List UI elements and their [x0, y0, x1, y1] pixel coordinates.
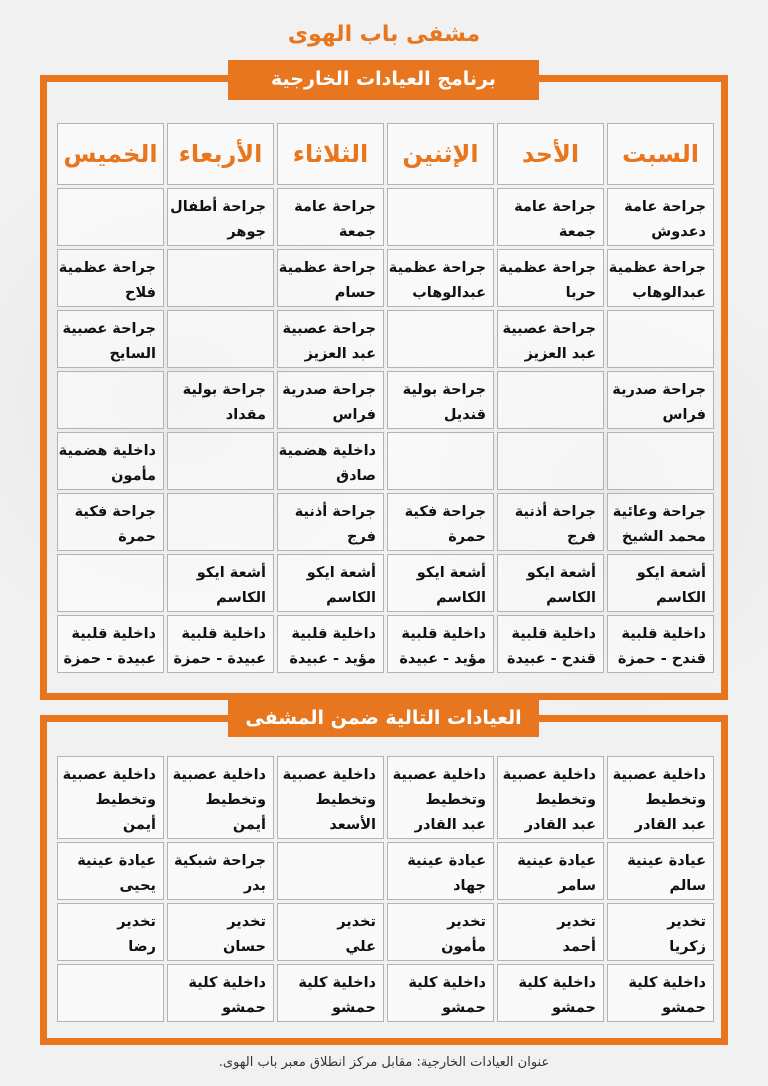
- schedule-row: [57, 310, 714, 368]
- clinic-specialty: داخلية قلبية: [621, 626, 706, 642]
- clinic-cell: [57, 842, 164, 900]
- doctor-name: جهاد: [453, 878, 486, 894]
- clinic-cell: [57, 493, 164, 551]
- empty-cell: [57, 371, 164, 429]
- clinic-specialty: عيادة عينية: [517, 853, 596, 869]
- clinic-specialty: داخلية قلبية: [511, 626, 596, 642]
- clinic-specialty: جراحة عامة: [514, 199, 596, 215]
- doctor-name: جمعة: [338, 224, 376, 240]
- clinic-cell: [57, 310, 164, 368]
- clinic-specialty: داخلية عصبية: [502, 767, 596, 783]
- doctor-name: فرج: [347, 529, 376, 545]
- clinic-specialty: جراحة عظمية: [498, 260, 596, 276]
- clinic-cell: [277, 371, 384, 429]
- doctor-name: حمرة: [448, 529, 486, 545]
- doctor-name: وتخطيط: [95, 792, 156, 808]
- doctor-name: فلاح: [125, 285, 156, 301]
- clinic-cell: [607, 371, 714, 429]
- doctor-name: حمرة: [118, 529, 156, 545]
- clinic-cell: [387, 964, 494, 1022]
- clinic-specialty: داخلية كلية: [298, 975, 376, 991]
- doctor-name: عبد العزيز: [304, 346, 376, 362]
- clinic-cell: [387, 756, 494, 839]
- empty-cell: [607, 310, 714, 368]
- clinic-cell: [57, 249, 164, 307]
- clinic-specialty: داخلية كلية: [188, 975, 266, 991]
- clinic-cell: [387, 554, 494, 612]
- clinic-specialty: داخلية قلبية: [181, 626, 266, 642]
- clinic-specialty: جراحة عصبية: [62, 321, 156, 337]
- empty-cell: [167, 310, 274, 368]
- outpatient-schedule-table: [54, 120, 717, 676]
- empty-cell: [277, 842, 384, 900]
- doctor-name: زكريا: [669, 939, 706, 955]
- doctor-name: وتخطيط: [425, 792, 486, 808]
- doctor-name: سامر: [558, 878, 596, 894]
- doctor-name: السايح: [109, 346, 156, 362]
- clinic-cell: [607, 554, 714, 612]
- clinic-cell: [607, 756, 714, 839]
- clinic-specialty: جراحة بولية: [402, 382, 486, 398]
- schedule-row: [57, 615, 714, 673]
- clinic-specialty: داخلية قلبية: [401, 626, 486, 642]
- empty-cell: [167, 432, 274, 490]
- clinic-cell: [387, 615, 494, 673]
- schedule-row: [57, 903, 714, 961]
- doctor-name: عبيدة - حمزة: [63, 651, 156, 667]
- clinic-specialty: داخلية عصبية: [172, 767, 266, 783]
- clinic-specialty: جراحة عظمية: [388, 260, 486, 276]
- clinic-specialty: أشعة ايكو: [416, 565, 486, 581]
- clinic-cell: [607, 964, 714, 1022]
- empty-cell: [57, 554, 164, 612]
- clinic-cell: [497, 903, 604, 961]
- clinic-cell: [607, 188, 714, 246]
- clinic-specialty: أشعة ايكو: [636, 565, 706, 581]
- day-header: الإثنين: [387, 123, 494, 185]
- schedule-row: [57, 371, 714, 429]
- doctor-name: جمعة: [558, 224, 596, 240]
- clinic-specialty: داخلية كلية: [518, 975, 596, 991]
- clinic-cell: [387, 371, 494, 429]
- clinic-cell: [277, 903, 384, 961]
- doctor-name: مؤيد - عبيدة: [289, 651, 376, 667]
- clinic-specialty: جراحة عامة: [294, 199, 376, 215]
- clinic-specialty: تخدير: [337, 914, 376, 930]
- clinic-specialty: تخدير: [447, 914, 486, 930]
- doctor-name: أيمن: [122, 817, 156, 833]
- clinic-cell: [167, 903, 274, 961]
- clinic-specialty: عيادة عينية: [407, 853, 486, 869]
- clinic-cell: [167, 964, 274, 1022]
- clinic-cell: [277, 756, 384, 839]
- empty-cell: [387, 310, 494, 368]
- clinic-specialty: تخدير: [227, 914, 266, 930]
- schedule-row: [57, 842, 714, 900]
- empty-cell: [167, 493, 274, 551]
- doctor-name: الكاسم: [656, 590, 706, 606]
- schedule-row: [57, 188, 714, 246]
- clinic-specialty: جراحة عظمية: [278, 260, 376, 276]
- hospital-name: مشفى باب الهوى: [287, 22, 481, 47]
- clinic-specialty: جراحة عظمية: [58, 260, 156, 276]
- doctor-name: مؤيد - عبيدة: [399, 651, 486, 667]
- clinic-cell: [57, 432, 164, 490]
- doctor-name: علي: [345, 939, 376, 955]
- doctor-name: عبد القادر: [634, 817, 706, 833]
- schedule-row: [57, 554, 714, 612]
- clinic-specialty: داخلية عصبية: [62, 767, 156, 783]
- doctor-name: جوهر: [227, 224, 266, 240]
- doctor-name: حربا: [565, 285, 596, 301]
- clinic-cell: [387, 842, 494, 900]
- doctor-name: عبدالوهاب: [632, 285, 706, 301]
- doctor-name: دعدوش: [651, 224, 706, 240]
- clinic-specialty: داخلية قلبية: [71, 626, 156, 642]
- doctor-name: أحمد: [562, 939, 596, 955]
- doctor-name: عبد القادر: [414, 817, 486, 833]
- clinic-cell: [167, 756, 274, 839]
- clinic-cell: [167, 554, 274, 612]
- clinic-cell: [387, 903, 494, 961]
- clinic-cell: [607, 842, 714, 900]
- clinic-specialty: داخلية عصبية: [392, 767, 486, 783]
- clinic-specialty: عيادة عينية: [627, 853, 706, 869]
- clinic-specialty: جراحة بولية: [182, 382, 266, 398]
- clinic-cell: [277, 432, 384, 490]
- clinic-cell: [387, 493, 494, 551]
- clinic-specialty: جراحة فكية: [404, 504, 486, 520]
- clinic-specialty: جراحة أطفال: [170, 199, 266, 215]
- clinic-specialty: جراحة أذنية: [514, 504, 596, 520]
- internal-title: العيادات التالية ضمن المشفى: [228, 699, 539, 737]
- doctor-name: عبيدة - حمزة: [173, 651, 266, 667]
- doctor-name: فراس: [662, 407, 706, 423]
- clinic-cell: [277, 615, 384, 673]
- doctor-name: قندح - حمزة: [617, 651, 706, 667]
- doctor-name: وتخطيط: [535, 792, 596, 808]
- doctor-name: حمشو: [551, 1000, 596, 1016]
- clinic-cell: [57, 903, 164, 961]
- clinic-cell: [167, 615, 274, 673]
- empty-cell: [387, 432, 494, 490]
- clinic-cell: [167, 371, 274, 429]
- clinic-specialty: جراحة أذنية: [294, 504, 376, 520]
- clinic-specialty: جراحة عصبية: [502, 321, 596, 337]
- empty-cell: [607, 432, 714, 490]
- clinic-specialty: داخلية عصبية: [282, 767, 376, 783]
- clinic-cell: [497, 842, 604, 900]
- doctor-name: قنديل: [443, 407, 486, 423]
- doctor-name: بدر: [243, 878, 266, 894]
- schedule-row: [57, 432, 714, 490]
- empty-cell: [497, 371, 604, 429]
- clinic-cell: [387, 249, 494, 307]
- clinic-cell: [497, 493, 604, 551]
- doctor-name: فراس: [332, 407, 376, 423]
- doctor-name: حمشو: [661, 1000, 706, 1016]
- internal-schedule-table: [54, 753, 717, 1025]
- clinic-specialty: جراحة صدرية: [282, 382, 376, 398]
- doctor-name: يحيى: [119, 878, 156, 894]
- day-header: الثلاثاء: [277, 123, 384, 185]
- clinic-specialty: جراحة صدرية: [612, 382, 706, 398]
- day-header: الخميس: [57, 123, 164, 185]
- clinic-cell: [607, 493, 714, 551]
- clinic-specialty: تخدير: [117, 914, 156, 930]
- doctor-name: الكاسم: [436, 590, 486, 606]
- doctor-name: الأسعد: [329, 817, 376, 833]
- doctor-name: حمشو: [441, 1000, 486, 1016]
- clinic-specialty: أشعة ايكو: [196, 565, 266, 581]
- doctor-name: فرج: [567, 529, 596, 545]
- clinic-specialty: تخدير: [557, 914, 596, 930]
- doctor-name: قندح - عبيدة: [506, 651, 596, 667]
- schedule-row: [57, 249, 714, 307]
- doctor-name: عبدالوهاب: [412, 285, 486, 301]
- doctor-name: سالم: [669, 878, 706, 894]
- doctor-name: وتخطيط: [315, 792, 376, 808]
- doctor-name: رضا: [128, 939, 156, 955]
- doctor-name: وتخطيط: [645, 792, 706, 808]
- doctor-name: مقداد: [225, 407, 266, 423]
- doctor-name: عبد القادر: [524, 817, 596, 833]
- day-header: السبت: [607, 123, 714, 185]
- clinic-cell: [497, 964, 604, 1022]
- doctor-name: الكاسم: [546, 590, 596, 606]
- doctor-name: صادق: [336, 468, 376, 484]
- schedule-row: [57, 964, 714, 1022]
- clinic-cell: [607, 249, 714, 307]
- clinic-cell: [497, 756, 604, 839]
- doctor-name: عبد العزيز: [524, 346, 596, 362]
- clinic-specialty: تخدير: [667, 914, 706, 930]
- day-header: الأربعاء: [167, 123, 274, 185]
- clinic-specialty: داخلية كلية: [408, 975, 486, 991]
- doctor-name: الكاسم: [216, 590, 266, 606]
- day-header: الأحد: [497, 123, 604, 185]
- doctor-name: وتخطيط: [205, 792, 266, 808]
- doctor-name: أيمن: [232, 817, 266, 833]
- clinic-specialty: داخلية عصبية: [612, 767, 706, 783]
- clinic-specialty: داخلية هضمية: [58, 443, 156, 459]
- clinic-cell: [57, 615, 164, 673]
- clinic-cell: [497, 554, 604, 612]
- clinic-cell: [167, 842, 274, 900]
- clinic-specialty: جراحة فكية: [74, 504, 156, 520]
- doctor-name: مأمون: [441, 939, 486, 955]
- empty-cell: [167, 249, 274, 307]
- clinic-cell: [57, 756, 164, 839]
- clinic-cell: [607, 903, 714, 961]
- schedule-row: [57, 493, 714, 551]
- clinic-specialty: أشعة ايكو: [526, 565, 596, 581]
- empty-cell: [387, 188, 494, 246]
- address-footer: عنوان العيادات الخارجية: مقابل مركز انطلاق معبر باب الهوى.: [218, 1055, 550, 1070]
- clinic-specialty: جراحة عصبية: [282, 321, 376, 337]
- clinic-cell: [497, 188, 604, 246]
- clinic-cell: [277, 554, 384, 612]
- clinic-specialty: عيادة عينية: [77, 853, 156, 869]
- clinic-cell: [277, 249, 384, 307]
- clinic-cell: [607, 615, 714, 673]
- empty-cell: [57, 188, 164, 246]
- clinic-specialty: داخلية كلية: [628, 975, 706, 991]
- days-header-row: [57, 123, 714, 185]
- doctor-name: حمشو: [331, 1000, 376, 1016]
- clinic-cell: [497, 310, 604, 368]
- clinic-cell: [277, 964, 384, 1022]
- doctor-name: حسام: [334, 285, 376, 301]
- clinic-specialty: داخلية هضمية: [278, 443, 376, 459]
- doctor-name: حمشو: [221, 1000, 266, 1016]
- doctor-name: الكاسم: [326, 590, 376, 606]
- clinic-specialty: جراحة وعائية: [612, 504, 706, 520]
- clinic-cell: [277, 188, 384, 246]
- clinic-cell: [277, 310, 384, 368]
- empty-cell: [57, 964, 164, 1022]
- doctor-name: محمد الشيخ: [621, 529, 706, 545]
- clinic-cell: [497, 615, 604, 673]
- doctor-name: حسان: [222, 939, 266, 955]
- clinic-specialty: جراحة عامة: [624, 199, 706, 215]
- doctor-name: مأمون: [111, 468, 156, 484]
- clinic-specialty: جراحة عظمية: [608, 260, 706, 276]
- clinic-cell: [167, 188, 274, 246]
- clinic-specialty: أشعة ايكو: [306, 565, 376, 581]
- clinic-specialty: جراحة شبكية: [173, 853, 266, 869]
- clinic-specialty: داخلية قلبية: [291, 626, 376, 642]
- schedule-row: [57, 756, 714, 839]
- clinic-cell: [277, 493, 384, 551]
- empty-cell: [497, 432, 604, 490]
- clinic-cell: [497, 249, 604, 307]
- outpatient-title: برنامج العيادات الخارجية: [228, 60, 539, 100]
